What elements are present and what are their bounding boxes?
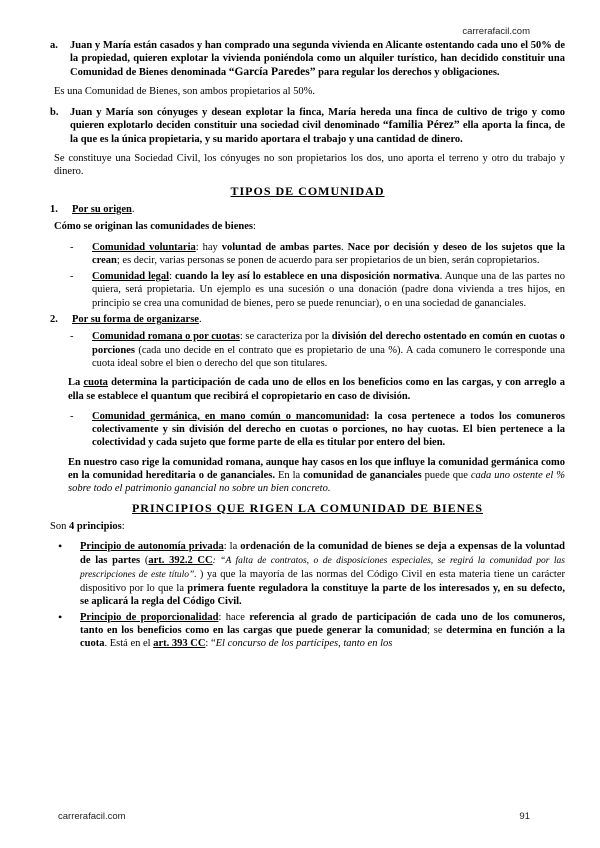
list-item-organizarse: 2. Por su forma de organizarse. [50, 314, 202, 326]
example-b-answer: Se constituye una Sociedad Civil, los cónyuges no son propietarios los dos, uno aporta el terreno y otro du trabajo y dinero. [54, 153, 565, 178]
example-b: b. Juan y María son cónyuges y desean explotar la finca, María hereda una finca de cultivo de trigo y como quieren explotarlo deciden constituir una sociedad civil denominado “familia Pérez” ella aporta la finca, de la que es la única propietaria, y su marido aportara el trabajo y una cantidad de dinero. [50, 107, 566, 145]
list-item-legal: - Comunidad legal: cuando la ley así lo establece en una disposición normativa. Aunque una de las partes no quiera, será propietaria. Un ejemplo es una sucesión o una donación (padre dona vivienda a tres hijos, en principio se crea una comunidad de bienes, pero se puede renunciar), o en una sociedad de gananciales. [70, 271, 565, 309]
cuota-paragraph: La cuota determina la participación de cada uno de ellos en los beneficios como en las cargas, y con arreglo a ella se establece el quantum que recibirá el copropietario en caso de división. [68, 377, 565, 402]
example-a-name: “García Paredes” [228, 65, 316, 78]
list-item-germanica: - Comunidad germánica, en mano común o mancomunidad: la cosa pertenece a todos los comuneros colectivamente y sin división del derecho en cuotas o porciones, no hay cuotas. El bien pertenece a la colectividad y cada sujeto que forme parte de ella es titular por entero del bien. [70, 410, 566, 449]
list-item-proporcionalidad: • Principio de proporcionalidad: hace referencia al grado de participación de cada uno de los comuneros, tanto en los beneficios como en las cargas que puede generar la comunidad; se determina en función a la cuota. Está en el art. 393 CC: “El concurso de los partícipes, tanto en los [58, 609, 565, 650]
example-a-label: a. [50, 40, 58, 51]
example-a-answer: Es una Comunidad de Bienes, son ambos propietarios al 50%. [54, 85, 315, 97]
header-site: carrerafacil.com [462, 26, 530, 37]
page-content [50, 39, 565, 653]
list-item-origen: 1. Por su origen. [50, 203, 135, 215]
principios-intro: Son 4 principios: [50, 520, 125, 532]
question-origen: Cómo se originan las comunidades de bienes: [54, 221, 256, 233]
example-b-label: b. [50, 107, 59, 119]
nuestro-caso-paragraph: En nuestro caso rige la comunidad romana, aunque hay casos en los que influye la comunidad germánica como en la comunidad hereditaria o de gananciales. En la comunidad de gananciales puede que cada uno ostente el % sobre todo el patrimonio ganancial no sobre un bien concreto. [68, 456, 566, 495]
footer-site: carrerafacil.com [58, 811, 126, 822]
example-b-name: “familia Pérez” [382, 119, 460, 132]
list-item-autonomia: • Principio de autonomía privada: la ordenación de la comunidad de bienes se deja a expensas de la voluntad de las partes (art. 392.2 CC: “A falta de contratos, o de disposiciones especiales, se regirá la comunidad por las prescripciones de este título”. ) ya que la mayoría de las normas del Código Civil en esta materia tiene un carácter dispositivo por lo que la primera fuente reguladora la constituye la parte de los interesados y, en su defecto, se aplicará la regla del Código Civil. [58, 539, 566, 608]
example-a: a. Juan y María están casados y han comprado una segunda vivienda en Alicante ostentando cada uno el 50% de la propiedad, quieren explotar la vivienda poniéndola como un alquiler turístico, han decidido constituir una Comunidad de Bienes denominada “García Paredes” para regular los derechos y obligaciones. [50, 40, 565, 78]
section-title-tipos: TIPOS DE COMUNIDAD [230, 183, 385, 198]
section-title-principios: PRINCIPIOS QUE RIGEN LA COMUNIDAD DE BIENES [131, 500, 484, 515]
list-item-voluntaria: - Comunidad voluntaria: hay voluntad de ambas partes. Nace por decisión y deseo de los sujetos que la crean; es decir, varias personas se ponen de acuerdo para ser propietarios de un bien, serán copropietarios. [70, 241, 566, 266]
list-item-romana: - Comunidad romana o por cuotas: se caracteriza por la división del derecho ostentado en común en cuotas o porciones (cada uno decide en el contrato que es propietario de una %). A cada comunero le corresponde una cuota ideal sobre el bien o derecho del que son titulares. [70, 331, 565, 369]
page-number: 91 [519, 811, 530, 822]
